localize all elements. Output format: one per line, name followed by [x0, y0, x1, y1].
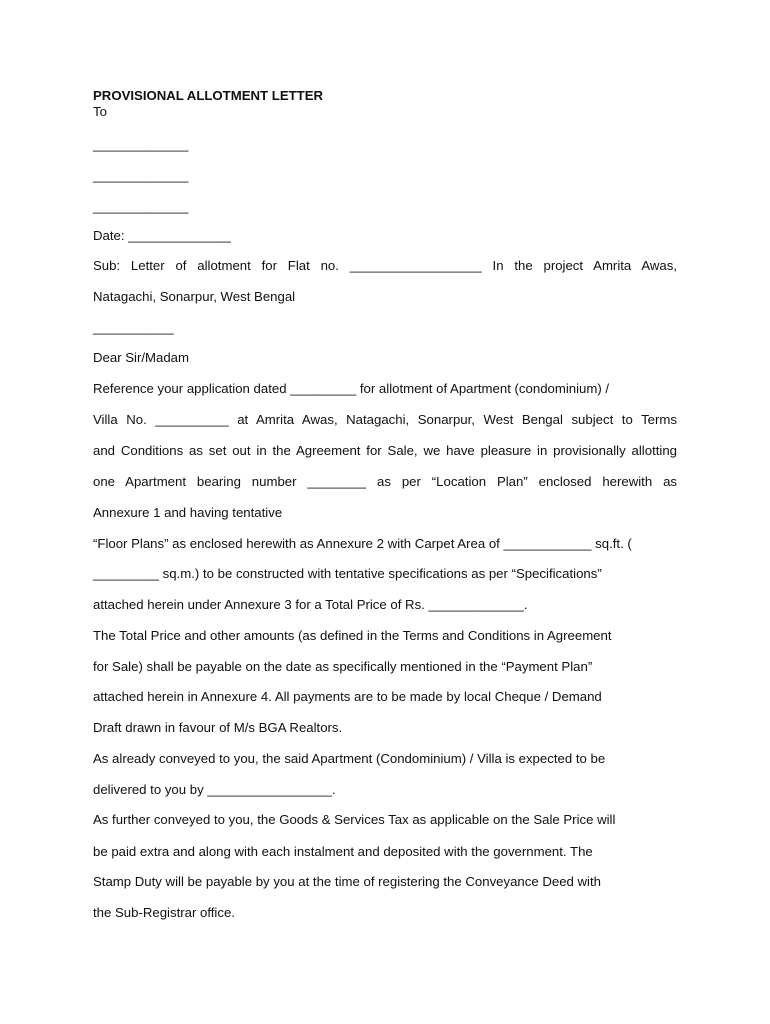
body-line: attached herein in Annexure 4. All payments are to be made by local Cheque / Demand — [93, 689, 602, 704]
body-line: The Total Price and other amounts (as defined in the Terms and Conditions in Agreement — [93, 628, 612, 643]
address-line-2: _____________ — [93, 168, 189, 183]
body-line: As already conveyed to you, the said Apartment (Condominium) / Villa is expected to be — [93, 751, 606, 766]
letter-title: PROVISIONAL ALLOTMENT LETTER — [93, 88, 324, 103]
body-line: Annexure 1 and having tentative — [93, 505, 283, 520]
body-line: Stamp Duty will be payable by you at the time of registering the Conveyance Deed with — [93, 874, 601, 889]
subject-line-3: ___________ — [93, 320, 174, 335]
body-line: “Floor Plans” as enclosed herewith as Annexure 2 with Carpet Area of ____________ sq.ft. ( — [93, 536, 632, 551]
body-line: for Sale) shall be payable on the date as specifically mentioned in the “Payment Plan” — [93, 659, 593, 674]
body-line: be paid extra and along with each instalment and deposited with the government. The — [93, 844, 593, 859]
body-line: and Conditions as set out in the Agreement for Sale, we have pleasure in provisionally allotting — [93, 443, 677, 458]
address-line-3: _____________ — [93, 199, 189, 214]
body-line: attached herein under Annexure 3 for a Total Price of Rs. _____________. — [93, 597, 528, 612]
date-line: Date: ______________ — [93, 228, 231, 243]
recipient-to-label: To — [93, 104, 107, 119]
subject-line-1: Sub: Letter of allotment for Flat no. __________________ In the project Amrita Awas, — [93, 258, 677, 273]
body-line: Villa No. __________ at Amrita Awas, Natagachi, Sonarpur, West Bengal subject to Terms — [93, 412, 677, 427]
body-line: _________ sq.m.) to be constructed with tentative specifications as per “Specifications” — [93, 566, 602, 581]
body-line: As further conveyed to you, the Goods & Services Tax as applicable on the Sale Price will — [93, 812, 616, 827]
body-line: Draft drawn in favour of M/s BGA Realtors. — [93, 720, 343, 735]
body-line: Reference your application dated _________ for allotment of Apartment (condominium) / — [93, 381, 610, 396]
address-line-1: _____________ — [93, 137, 189, 152]
salutation: Dear Sir/Madam — [93, 350, 190, 365]
body-line: the Sub-Registrar office. — [93, 905, 235, 920]
body-line: delivered to you by _________________. — [93, 782, 336, 797]
body-line: one Apartment bearing number ________ as per “Location Plan” enclosed herewith as — [93, 474, 677, 489]
subject-line-2: Natagachi, Sonarpur, West Bengal — [93, 289, 296, 304]
